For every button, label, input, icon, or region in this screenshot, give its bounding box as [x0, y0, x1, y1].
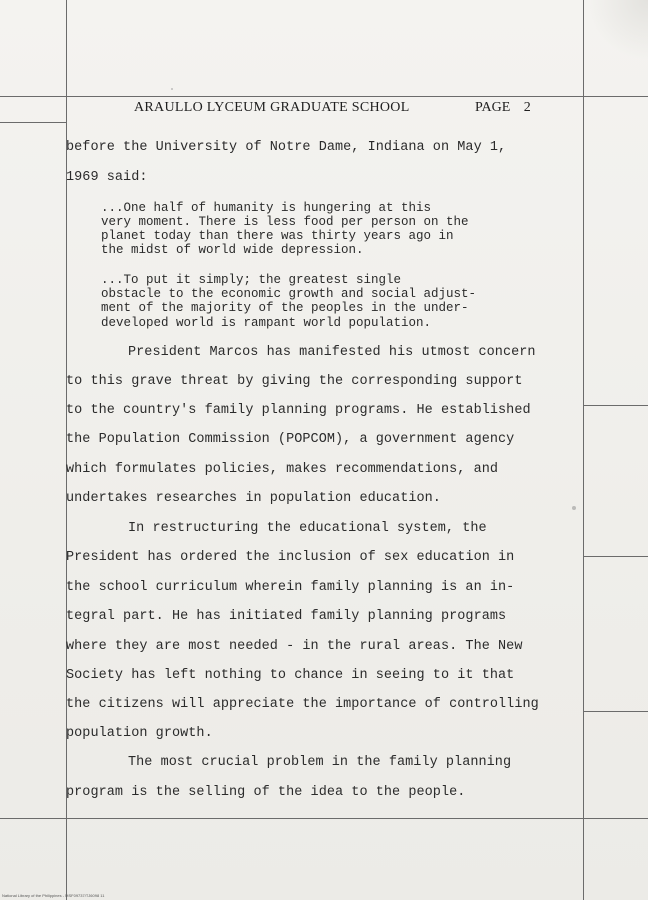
quote-line: ...To put it simply; the greatest single	[101, 273, 402, 287]
quote-line: the midst of world wide depression.	[101, 243, 364, 257]
page-label: PAGE	[475, 100, 511, 115]
paragraph-line: the Population Commission (POPCOM), a government agency	[66, 432, 515, 447]
quote-line: ...One half of humanity is hungering at this	[101, 201, 432, 215]
quote-line: developed world is rampant world population.	[101, 316, 432, 330]
page-number: 2	[523, 100, 531, 115]
paragraph-line: Society has left nothing to chance in seeing to it that	[66, 668, 515, 683]
quote-line: planet today than there was thirty years ago in	[101, 229, 454, 243]
top-rule	[0, 96, 648, 97]
right-tick-rule-3	[583, 711, 648, 712]
ink-smudge	[572, 506, 576, 510]
paragraph-line: which formulates policies, makes recommendations, and	[66, 462, 499, 477]
bottom-rule	[0, 818, 648, 819]
quote-line: ment of the majority of the peoples in the under-	[101, 301, 469, 315]
page-indicator	[475, 100, 531, 116]
paragraph-line: The most crucial problem in the family planning	[128, 755, 512, 770]
paragraph-line: where they are most needed - in the rural areas. The New	[66, 639, 523, 654]
paragraph-line: to this grave threat by giving the corresponding support	[66, 374, 523, 389]
paragraph-line: the school curriculum wherein family planning is an in-	[66, 580, 515, 595]
right-margin-rule	[583, 0, 584, 900]
paragraph-line: population growth.	[66, 726, 213, 741]
quote-line: very moment. There is less food per person on the	[101, 215, 469, 229]
intro-line: 1969 said:	[66, 170, 148, 185]
ink-smudge	[171, 88, 173, 90]
paragraph-line: to the country's family planning programs. He established	[66, 403, 531, 418]
paper-fold-shadow	[588, 0, 648, 60]
paragraph-line: program is the selling of the idea to the people.	[66, 785, 466, 800]
right-tick-rule-2	[583, 556, 648, 557]
intro-line: before the University of Notre Dame, Indiana on May 1,	[66, 140, 507, 155]
archive-caption: National Library of the Philippines - MSF09737/TJ6098 11	[2, 893, 105, 898]
paragraph-line: tegral part. He has initiated family planning programs	[66, 609, 507, 624]
left-margin-rule	[66, 0, 67, 900]
paragraph-line: President has ordered the inclusion of sex education in	[66, 550, 515, 565]
paragraph-line: undertakes researches in population education.	[66, 491, 441, 506]
paragraph-line: President Marcos has manifested his utmost concern	[128, 345, 536, 360]
school-header: ARAULLO LYCEUM GRADUATE SCHOOL	[134, 100, 410, 115]
left-tick-rule	[0, 122, 66, 123]
quote-line: obstacle to the economic growth and social adjust-	[101, 287, 477, 301]
paragraph-line: In restructuring the educational system, the	[128, 521, 487, 536]
right-tick-rule-1	[583, 405, 648, 406]
paragraph-line: the citizens will appreciate the importance of controlling	[66, 697, 539, 712]
